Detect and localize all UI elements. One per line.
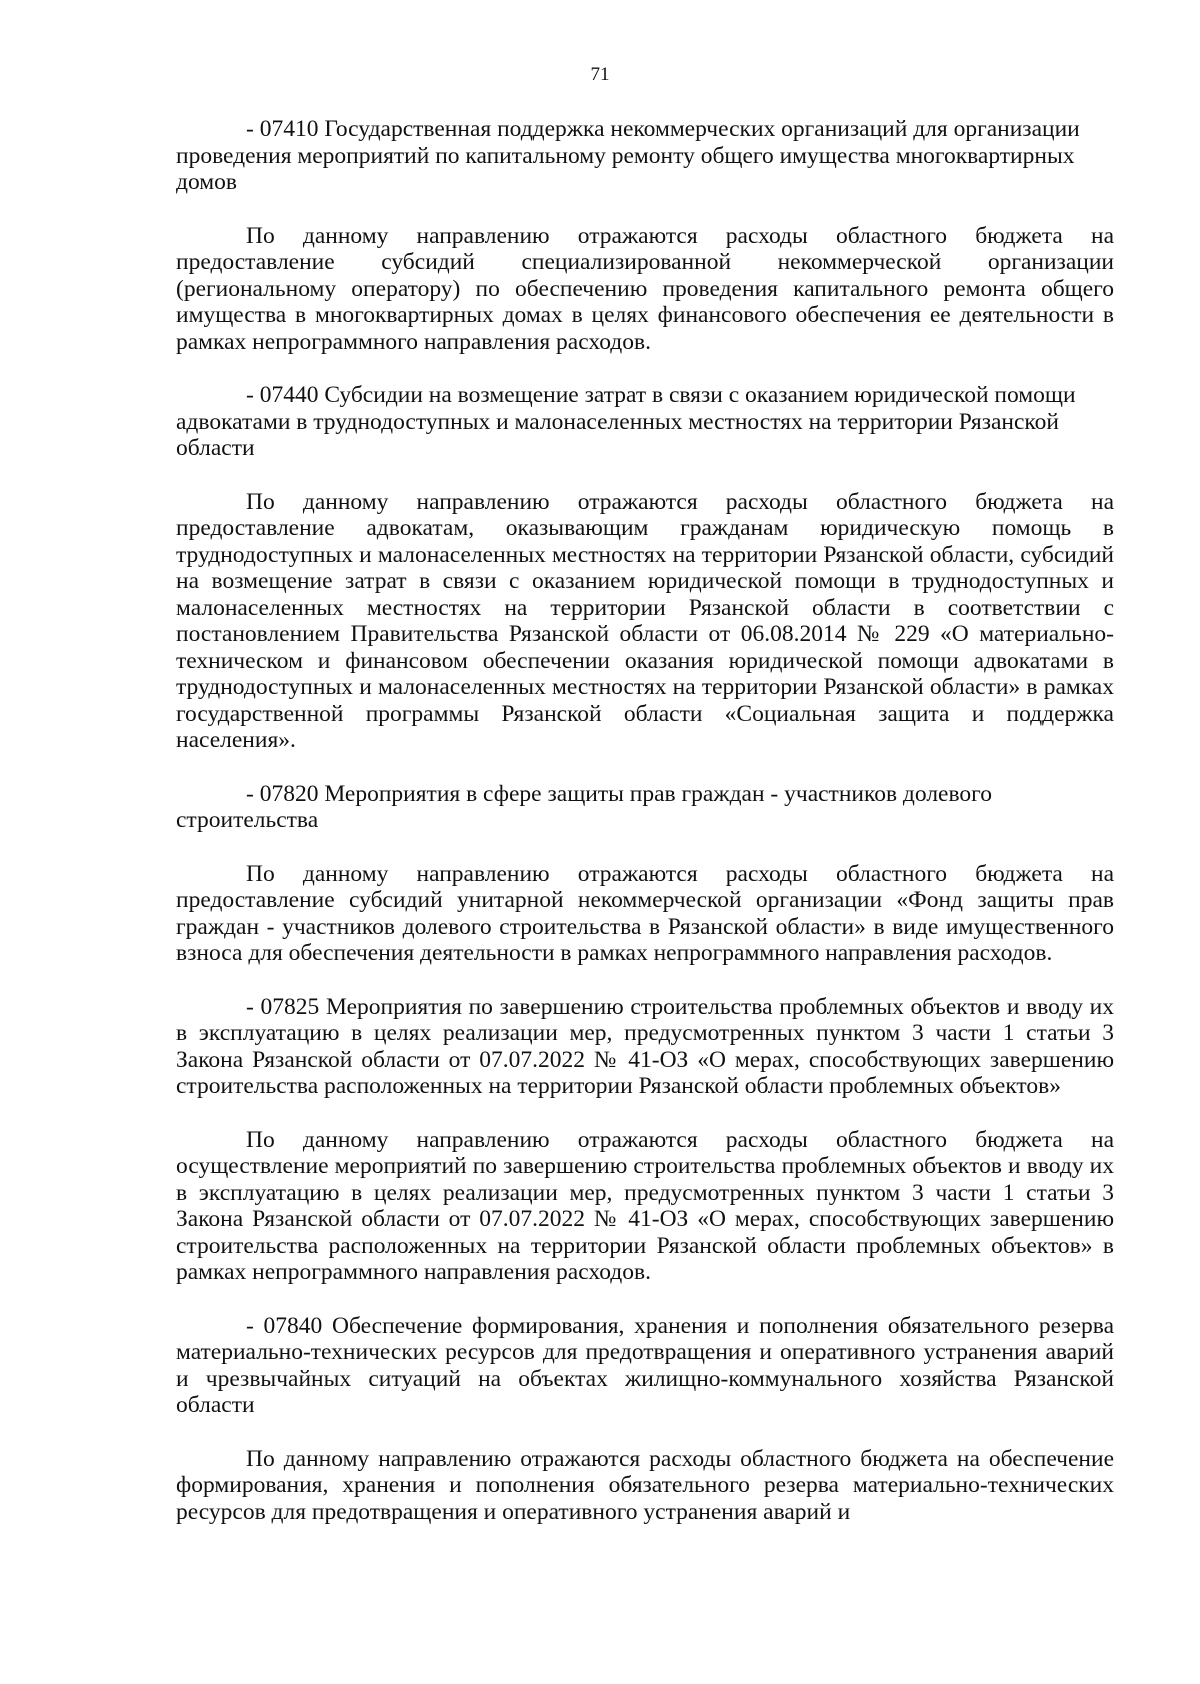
section-heading-07840: - 07840 Обеспечение формирования, хранения и пополнения обязательного резерва материально-технических ресурсов для предотвращения и оперативного устранения аварий и чрезвычайных ситуаций на объектах жилищно-коммунального хозяйства Рязанской области [176,1312,1114,1418]
section-description-07410: По данному направлению отражаются расходы областного бюджета на предоставление субсидий специализированной некоммерческой организации (региональному оператору) по обеспечению проведения капитального ремонта общего имущества в многоквартирных домах в целях финансового обеспечения ее деятельности в рамках непрограммного направления расходов. [176,222,1114,355]
section-heading-07410: - 07410 Государственная поддержка некоммерческих организаций для организации проведения мероприятий по капитальному ремонту общего имущества многоквартирных домов [176,116,1080,195]
section-heading-07825: - 07825 Мероприятия по завершению строительства проблемных объектов и вводу их в эксплуатацию в целях реализации мер, предусмотренных пунктом 3 части 1 статьи 3 Закона Рязанской области от 07.07.2022 № 41-ОЗ «О мерах, способствующих завершению строительства расположенных на территории Рязанской области проблемных объектов» [176,993,1114,1099]
section-description-07440: По данному направлению отражаются расходы областного бюджета на предоставление адвокатам, оказывающим гражданам юридическую помощь в труднодоступных и малонаселенных местностях на территории Рязанской области, субсидий на возмещение затрат в связи с оказанием юридической помощи в труднодоступных и малонаселенных местностях на территории Рязанской области в соответствии с постановлением Правительства Рязанской области от 06.08.2014 № 229 «О материально-техническом и финансовом обеспечении оказания юридической помощи адвокатами в труднодоступных и малонаселенных местностях на территории Рязанской области» в рамках государственной программы Рязанской области «Социальная защита и поддержка населения». [176,488,1114,753]
section-heading-07820: - 07820 Мероприятия в сфере защиты прав граждан - участников долевого строительства [176,780,992,833]
section-heading-07440: - 07440 Субсидии на возмещение затрат в связи с оказанием юридической помощи адвокатами в труднодоступных и малонаселенных местностях на территории Рязанской области [176,382,1076,461]
section-description-07840: По данному направлению отражаются расходы областного бюджета на обеспечение формирования, хранения и пополнения обязательного резерва материально-технических ресурсов для предотвращения и оперативного устранения аварий и [176,1445,1114,1525]
document-body [176,116,1114,1552]
section-description-07820: По данному направлению отражаются расходы областного бюджета на предоставление субсидий унитарной некоммерческой организации «Фонд защиты прав граждан - участников долевого строительства в Рязанской области» в виде имущественного взноса для обеспечения деятельности в рамках непрограммного направления расходов. [176,860,1114,966]
section-description-07825: По данному направлению отражаются расходы областного бюджета на осуществление мероприятий по завершению строительства проблемных объектов и вводу их в эксплуатацию в целях реализации мер, предусмотренных пунктом 3 части 1 статьи 3 Закона Рязанской области от 07.07.2022 № 41-ОЗ «О мерах, способствующих завершению строительства расположенных на территории Рязанской области проблемных объектов» в рамках непрограммного направления расходов. [176,1126,1114,1285]
page-number: 71 [590,64,610,85]
